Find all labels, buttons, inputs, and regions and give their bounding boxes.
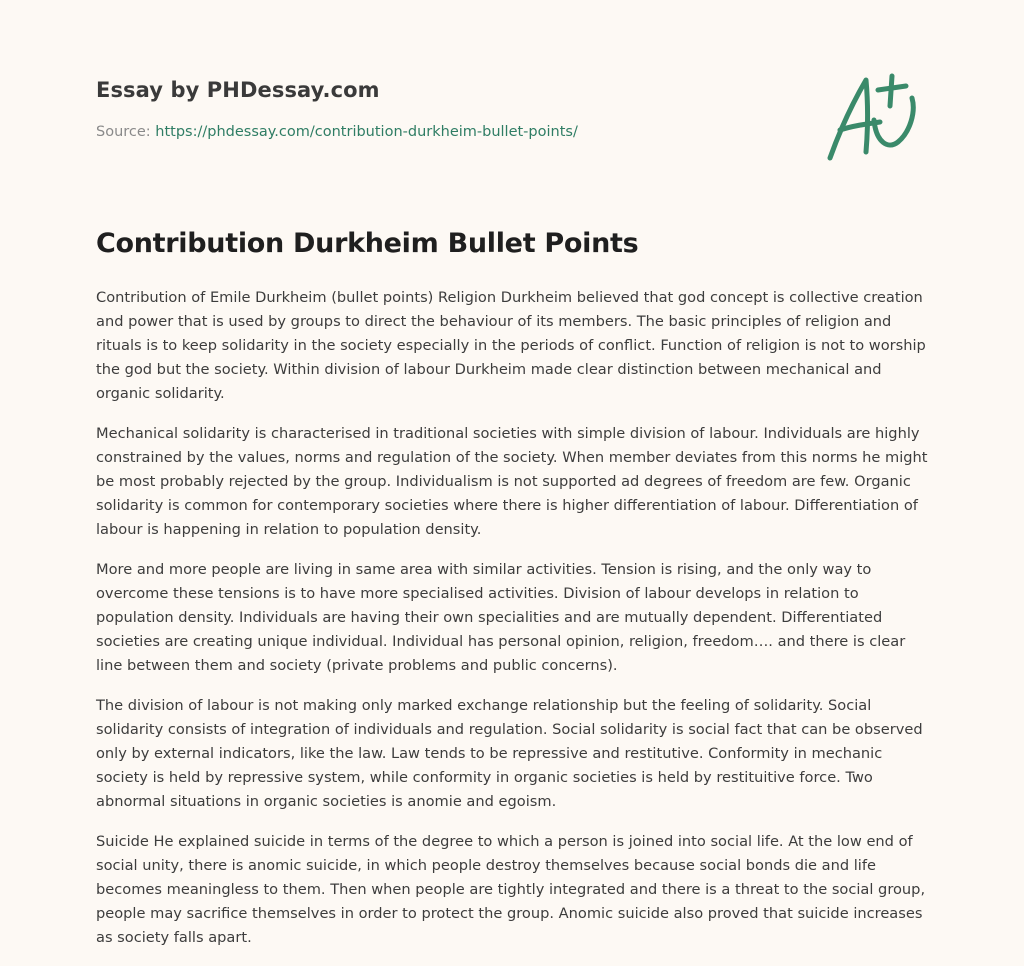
a-plus-logo-icon xyxy=(826,68,926,164)
source-label: Source: xyxy=(96,124,156,140)
essay-paragraph: Suicide He explained suicide in terms of the degree to which a person is joined into social life. At the low end of social unity, there is anomic suicide, in which people destroy themselves because social bonds die and life becomes meaningless to them. Then when people are tightly integrated and there is a threat to the social group, people may sacrifice themselves in order to protect the group. Anomic suicide also proved that suicide increases as society falls apart. xyxy=(96,833,926,946)
essay-title: Contribution Durkheim Bullet Points xyxy=(96,228,639,259)
essay-paragraph: The division of labour is not making only marked exchange relationship but the feeling of solidarity. Social solidarity consists of integration of individuals and regulation. Social solidarity is social fact that can be observed only by external indicators, like the law. Law tends to be repressive and restitutive. Conformity in mechanic society is held by repressive system, while conformity in organic societies is held by restituitive force. Two abnormal situations in organic societies is anomie and egoism. xyxy=(96,697,923,810)
brand-title: Essay by PHDessay.com xyxy=(96,78,380,102)
essay-body xyxy=(96,286,932,966)
source-link[interactable]: https://phdessay.com/contribution-durkheim-bullet-points/ xyxy=(155,124,578,140)
essay-paragraph: Mechanical solidarity is characterised in traditional societies with simple division of labour. Individuals are highly constrained by the values, norms and regulation of the society. When member deviates from this norms he might be most probably rejected by the group. Individualism is not supported ad degrees of freedom are few. Organic solidarity is common for contemporary societies where there is higher differentiation of labour. Differentiation of labour is happening in relation to population density. xyxy=(96,425,928,538)
essay-paragraph: Contribution of Emile Durkheim (bullet points) Religion Durkheim believed that god concept is collective creation and power that is used by groups to direct the behaviour of its members. The basic principles of religion and rituals is to keep solidarity in the society especially in the periods of conflict. Function of religion is not to worship the god but the society. Within division of labour Durkheim made clear distinction between mechanical and organic solidarity. xyxy=(96,289,926,402)
source-line xyxy=(96,124,578,140)
essay-paragraph: More and more people are living in same area with similar activities. Tension is rising, and the only way to overcome these tensions is to have more specialised activities. Division of labour develops in relation to population density. Individuals are having their own specialities and are mutually dependent. Differentiated societies are creating unique individual. Individual has personal opinion, religion, freedom…. and there is clear line between them and society (private problems and public concerns). xyxy=(96,561,906,674)
